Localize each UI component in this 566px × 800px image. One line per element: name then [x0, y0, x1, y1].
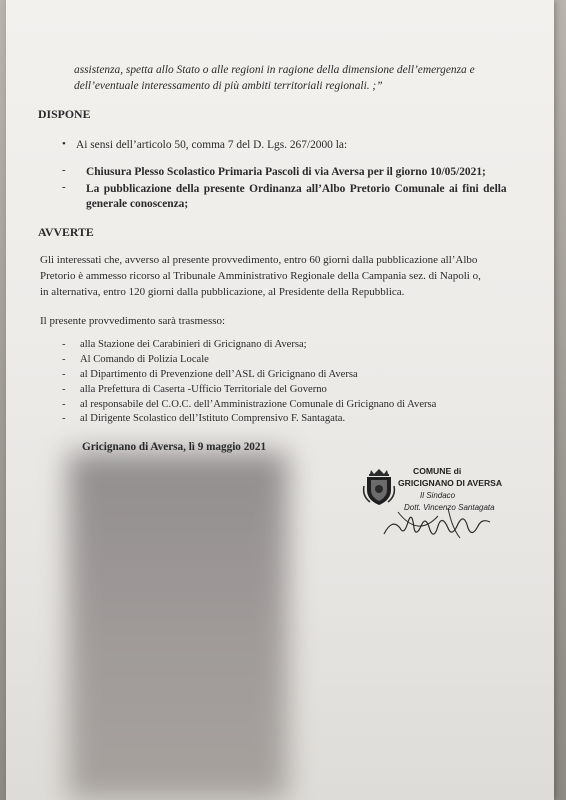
recipient-item: alla Stazione dei Carabinieri di Gricignano di Aversa;	[80, 339, 307, 350]
recipient-item: alla Prefettura di Caserta -Ufficio Territoriale del Governo	[80, 384, 327, 395]
photo-shadow	[68, 452, 288, 800]
handwritten-signature	[378, 498, 498, 544]
quote-line-2: dell’eventuale interessamento di più ambiti territoriali regionali. ;”	[74, 80, 383, 92]
dispone-bullet-text: Ai sensi dell’articolo 50, comma 7 del D. Lgs. 267/2000 la:	[76, 139, 348, 151]
list-dash: -	[62, 354, 66, 365]
list-dash: -	[62, 399, 66, 410]
place-date: Gricignano di Aversa, lì 9 maggio 2021	[82, 441, 267, 453]
avverte-line-3: in alternativa, entro 120 giorni dalla pubblicazione, al Presidente della Repubblica.	[40, 286, 405, 298]
stamp-line-3: Il Sindaco	[420, 491, 456, 500]
item-dash: -	[62, 181, 66, 193]
avverte-line-2: Pretorio è ammesso ricorso al Tribunale Amministrativo Regionale della Campania sez. di Napoli o,	[40, 270, 481, 282]
stamp-line-4: Dott. Vincenzo Santagata	[404, 503, 495, 512]
recipient-item: Al Comando di Polizia Locale	[80, 354, 209, 365]
recipient-item: al Dipartimento di Prevenzione dell’ASL di Gricignano di Aversa	[80, 369, 358, 380]
list-dash: -	[62, 384, 66, 395]
list-dash: -	[62, 339, 66, 350]
dispone-item-1: Chiusura Plesso Scolastico Primaria Pascoli di via Aversa per il giorno 10/05/2021;	[86, 166, 486, 178]
avverte-heading: AVVERTE	[38, 225, 94, 239]
recipient-item: al responsabile del C.O.C. dell’Amministrazione Comunale di Gricignano di Aversa	[80, 399, 437, 410]
trasmesso-intro: Il presente provvedimento sarà trasmesso:	[40, 315, 226, 327]
stamp-line-1: COMUNE di	[413, 466, 462, 476]
bullet-dot: •	[62, 138, 66, 150]
dispone-item-2: La pubblicazione della presente Ordinanza all’Albo Pretorio Comunale ai fini della	[86, 183, 507, 195]
item-dash: -	[62, 164, 66, 176]
dispone-heading: DISPONE	[38, 107, 91, 121]
quote-line-1: assistenza, spetta allo Stato o alle regioni in ragione della dimensione dell’emergenza e	[74, 64, 475, 76]
stamp-line-2: GRICIGNANO DI AVERSA	[398, 478, 503, 488]
list-dash: -	[62, 369, 66, 380]
avverte-line-1: Gli interessati che, avverso al presente provvedimento, entro 60 giorni dalla pubblicazione all’Albo	[40, 254, 478, 266]
dispone-item-2-cont: generale conoscenza;	[86, 198, 189, 210]
list-dash: -	[62, 413, 66, 424]
recipient-item: al Dirigente Scolastico dell’Istituto Comprensivo F. Santagata.	[80, 413, 346, 424]
